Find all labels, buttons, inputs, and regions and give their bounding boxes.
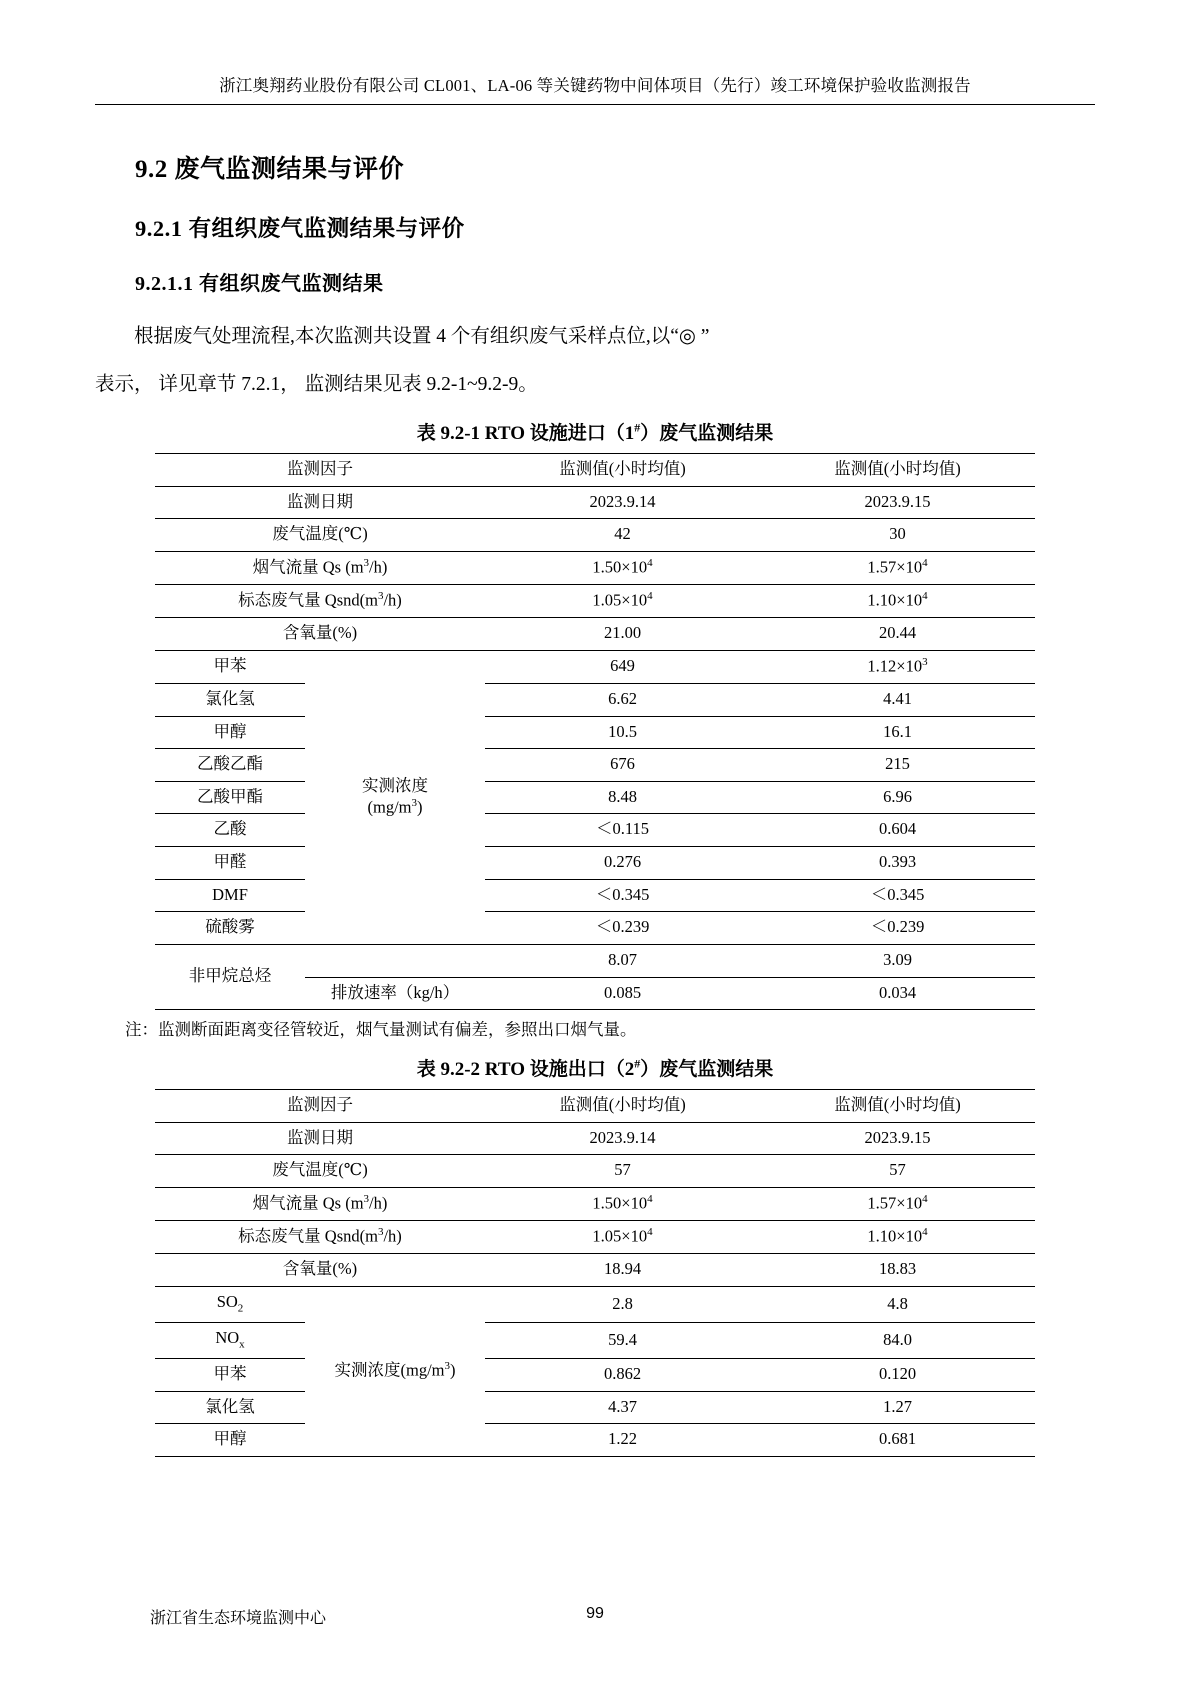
item-value-1: 676 [485, 749, 760, 782]
table-row [155, 1391, 1035, 1424]
table-row [155, 519, 1035, 552]
item-value-2: 0.393 [760, 847, 1035, 880]
table-row [155, 1254, 1035, 1287]
item-value-1: 4.37 [485, 1391, 760, 1424]
table-row [155, 1286, 1035, 1322]
table-2-caption-pre: 表 9.2-2 RTO 设施出口（2 [416, 1059, 635, 1081]
table-row [155, 1322, 1035, 1358]
item-value-1: 0.862 [485, 1359, 760, 1392]
item-value-2: 0.604 [760, 814, 1035, 847]
item-value-1: ＜0.115 [485, 814, 760, 847]
item-value-2: 4.41 [760, 683, 1035, 716]
table-2-header-factor: 监测因子 [155, 1090, 485, 1123]
item-value-2: $1.12\times 10^3$ [760, 650, 1035, 683]
row-value-2: 20.44 [760, 618, 1035, 651]
table-row [155, 1090, 1035, 1123]
item-value-2: 0.034 [760, 977, 1035, 1010]
item-name: 甲苯 [155, 650, 305, 683]
item-value-2: ＜0.345 [760, 879, 1035, 912]
table-row [155, 618, 1035, 651]
row-label: 监测日期 [155, 486, 485, 519]
table-row [155, 716, 1035, 749]
table-row [155, 650, 1035, 683]
table-row [155, 1424, 1035, 1457]
item-value-1: 0.085 [485, 977, 760, 1010]
item-value-2: 215 [760, 749, 1035, 782]
row-label: 烟气流量 Qs $(m^3/h)$ [155, 1188, 485, 1221]
table-1-header-value-2: 监测值(小时均值) [760, 454, 1035, 487]
nmhc-conc-blank [305, 944, 485, 977]
row-value-1: $1.05\times 10^4$ [485, 1221, 760, 1254]
row-value-2: 2023.9.15 [760, 486, 1035, 519]
table-row [155, 814, 1035, 847]
item-value-2: 0.120 [760, 1359, 1035, 1392]
table-row [155, 486, 1035, 519]
table-1-header-factor: 监测因子 [155, 454, 485, 487]
item-value-1: 8.07 [485, 944, 760, 977]
table-row [155, 944, 1035, 977]
table-1-note: 注：监测断面距离变径管较近，烟气量测试有偏差，参照出口烟气量。 [125, 1020, 637, 1040]
table-2-header-value-1: 监测值(小时均值) [485, 1090, 760, 1123]
item-name: 乙酸 [155, 814, 305, 847]
row-value-2: $1.10\times 10^4$ [760, 1221, 1035, 1254]
item-value-2: 6.96 [760, 781, 1035, 814]
row-value-1: 42 [485, 519, 760, 552]
row-label: 含氧量(%) [155, 618, 485, 651]
table-row [155, 879, 1035, 912]
item-value-1: 10.5 [485, 716, 760, 749]
item-name: 甲醇 [155, 716, 305, 749]
table-2-caption-sup: # [634, 1056, 641, 1071]
heading-9-2-1-1: 9.2.1.1 有组织废气监测结果 [135, 273, 384, 295]
item-value-2: ＜0.239 [760, 912, 1035, 945]
row-value-1: 57 [485, 1155, 760, 1188]
item-value-1: 649 [485, 650, 760, 683]
row-value-1: $1.50\times 10^4$ [485, 551, 760, 584]
row-value-2: $1.10\times 10^4$ [760, 585, 1035, 618]
item-name: 硫酸雾 [155, 912, 305, 945]
row-value-2: 30 [760, 519, 1035, 552]
heading-9-2-1: 9.2.1 有组织废气监测结果与评价 [135, 216, 465, 241]
item-value-2: 16.1 [760, 716, 1035, 749]
table-row [155, 454, 1035, 487]
item-value-2: 4.8 [760, 1286, 1035, 1322]
footer-organization: 浙江省生态环境监测中心 [150, 1610, 327, 1627]
table-row [155, 585, 1035, 618]
intro-paragraph-line-2: 表示， 详见章节 7.2.1， 监测结果见表 9.2-1~9.2-9。 [95, 374, 538, 396]
item-name: DMF [155, 879, 305, 912]
row-value-1: 2023.9.14 [485, 486, 760, 519]
row-label: 监测日期 [155, 1122, 485, 1155]
group-label-concentration: 实测浓度 $(mg/m^3)$ [305, 650, 485, 944]
item-name: $SO_2$ [155, 1286, 305, 1322]
row-value-2: 18.83 [760, 1254, 1035, 1287]
table-rto-outlet [155, 1089, 1035, 1457]
page-header: 浙江奥翔药业股份有限公司 CL001、LA-06 等关键药物中间体项目（先行）竣工环境保护验收监测报告 [95, 72, 1095, 105]
table-rto-inlet [155, 453, 1035, 1010]
item-value-1: 59.4 [485, 1322, 760, 1358]
row-label: 废气温度(℃) [155, 519, 485, 552]
page-footer [95, 1605, 1095, 1627]
table-row [155, 1188, 1035, 1221]
table-row [155, 1221, 1035, 1254]
table-row [155, 781, 1035, 814]
item-name: 氯化氢 [155, 683, 305, 716]
row-value-1: $1.50\times 10^4$ [485, 1188, 760, 1221]
item-value-1: ＜0.345 [485, 879, 760, 912]
item-value-1: 8.48 [485, 781, 760, 814]
table-1-caption [95, 418, 1095, 445]
intro-paragraph-line-1: 根据废气处理流程,本次监测共设置 4 个有组织废气采样点位,以“◎ ” [134, 326, 710, 347]
item-name: $NO_x$ [155, 1322, 305, 1358]
table-row [155, 847, 1035, 880]
table-1-header-value-1: 监测值(小时均值) [485, 454, 760, 487]
heading-9-2: 9.2 废气监测结果与评价 [135, 156, 405, 183]
item-name: 甲苯 [155, 1359, 305, 1392]
item-value-1: 1.22 [485, 1424, 760, 1457]
table-row [155, 912, 1035, 945]
row-value-1: 2023.9.14 [485, 1122, 760, 1155]
item-name: 乙酸甲酯 [155, 781, 305, 814]
table-row [155, 683, 1035, 716]
table-1-caption-post: ）废气监测结果 [640, 423, 774, 445]
item-value-2: 0.681 [760, 1424, 1035, 1457]
item-name: 甲醛 [155, 847, 305, 880]
table-2-caption-post: ）废气监测结果 [640, 1059, 774, 1081]
table-2-caption [95, 1054, 1095, 1081]
table-2-header-value-2: 监测值(小时均值) [760, 1090, 1035, 1123]
row-value-2: $1.57\times 10^4$ [760, 1188, 1035, 1221]
row-label: 标态废气量 $Qsnd(m^3/h)$ [155, 585, 485, 618]
item-value-1: 0.276 [485, 847, 760, 880]
group-label-concentration: 实测浓度$(mg/m^3)$ [305, 1286, 485, 1456]
table-1-caption-sup: # [634, 420, 641, 435]
table-row [155, 551, 1035, 584]
table-row [155, 1359, 1035, 1392]
table-row [155, 1122, 1035, 1155]
row-value-2: $1.57\times 10^4$ [760, 551, 1035, 584]
item-value-2: 1.27 [760, 1391, 1035, 1424]
row-value-2: 57 [760, 1155, 1035, 1188]
item-name: 乙酸乙酯 [155, 749, 305, 782]
row-label: 含氧量(%) [155, 1254, 485, 1287]
row-label: 废气温度(℃) [155, 1155, 485, 1188]
item-value-1: 2.8 [485, 1286, 760, 1322]
item-value-2: 3.09 [760, 944, 1035, 977]
table-row [155, 1155, 1035, 1188]
item-name: 甲醇 [155, 1424, 305, 1457]
row-value-1: 21.00 [485, 618, 760, 651]
item-value-1: 6.62 [485, 683, 760, 716]
table-row [155, 749, 1035, 782]
table-1-caption-pre: 表 9.2-1 RTO 设施进口（1 [416, 423, 635, 445]
row-label: 标态废气量 $Qsnd(m^3/h)$ [155, 1221, 485, 1254]
item-value-1: ＜0.239 [485, 912, 760, 945]
item-name: 氯化氢 [155, 1391, 305, 1424]
row-label: 烟气流量 Qs $(m^3/h)$ [155, 551, 485, 584]
row-value-2: 2023.9.15 [760, 1122, 1035, 1155]
nmhc-rate-label: 排放速率（kg/h） [305, 977, 485, 1010]
footer-page-number: 99 [586, 1605, 604, 1622]
row-value-1: $1.05\times 10^4$ [485, 585, 760, 618]
item-value-2: 84.0 [760, 1322, 1035, 1358]
row-value-1: 18.94 [485, 1254, 760, 1287]
item-name-nmhc: 非甲烷总烃 [155, 944, 305, 1009]
